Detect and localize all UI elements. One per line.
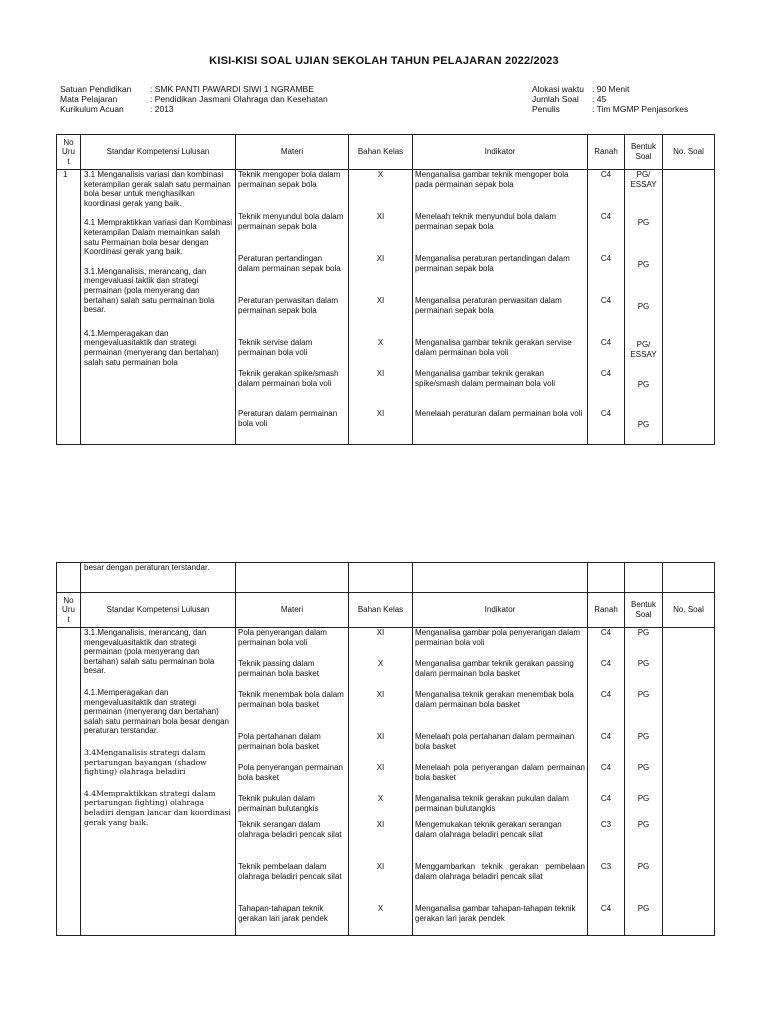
- cell-materi: [236, 628, 349, 936]
- kelas-item: XI: [376, 732, 385, 741]
- ranah-item: C4: [600, 296, 612, 305]
- bentuk-item: PG: [637, 218, 650, 227]
- table-row: [57, 628, 715, 936]
- materi-item: Tahapan-tahapan teknik gerakan lari jarak pendek: [238, 904, 328, 923]
- indikator-item: Menganalisa gambar teknik gerakan servise dalam permainan bola voli: [415, 338, 572, 357]
- bentuk-item: PG: [637, 302, 650, 311]
- materi-item: Pola pertahanan dalam permainan bola basket: [238, 732, 321, 751]
- materi-item: Teknik pukulan dalam permainan bulutangkis: [238, 794, 319, 813]
- cell-skl: [81, 170, 236, 445]
- skl-item: 3.4Menganalisis strategi dalam pertarungan bayangan (shadow fighting) olahraga beladiri: [84, 747, 207, 777]
- bentuk-item: PG: [637, 794, 650, 803]
- kelas-item: XI: [376, 369, 385, 378]
- header-nosoal: No. Soal: [663, 593, 715, 628]
- cell-skl: [81, 628, 236, 936]
- ranah-item: C4: [600, 794, 612, 803]
- ranah-item: C4: [600, 254, 612, 263]
- materi-item: Teknik servise dalam permainan bola voli: [238, 338, 313, 357]
- indikator-item: Menggambarkan teknik gerakan pembelaan dalam olahraga beladiri pencak silat: [415, 862, 585, 881]
- materi-item: Peraturan dalam permainan bola voli: [238, 409, 338, 428]
- kelas-item: XI: [376, 628, 385, 637]
- indikator-item: Menganalisa teknik gerakan menembak bola dalam permainan bola basket: [415, 690, 574, 709]
- indikator-item: Menganalisa peraturan pertandingan dalam permainan sepak bola: [415, 254, 570, 273]
- bentuk-item: PG: [637, 763, 650, 772]
- kelas-item: X: [377, 904, 384, 913]
- kelas-item: X: [377, 338, 384, 347]
- header-skl: Standar Kompetensi Lulusan: [81, 593, 236, 628]
- materi-item: Teknik menembak bola dalam permainan bola basket: [238, 690, 344, 709]
- header-no: No Uru t: [57, 135, 81, 170]
- ranah-item: C4: [600, 369, 612, 378]
- cell-bentuk: [625, 628, 663, 936]
- bentuk-item: PG: [637, 732, 650, 741]
- indikator-item: Menganalisa teknik gerakan pukulan dalam permainan bulutangkis: [415, 794, 569, 813]
- cell-bentuk: [625, 170, 663, 445]
- header-bentuk: Bentuk Soal: [625, 135, 663, 170]
- kisi-table-1: [56, 134, 715, 445]
- header-indikator: Indikator: [413, 135, 588, 170]
- cell-kelas: [349, 170, 413, 445]
- indikator-item: Mengemukakan teknik gerakan serangan dalam olahraga beladiri pencak silat: [415, 820, 562, 839]
- table-row: [57, 170, 715, 445]
- cell-kelas: [349, 628, 413, 936]
- kelas-item: X: [377, 170, 384, 179]
- cell-indikator: [413, 170, 588, 445]
- header-indikator: Indikator: [413, 593, 588, 628]
- ranah-item: C4: [600, 732, 612, 741]
- page-title: KISI-KISI SOAL UJIAN SEKOLAH TAHUN PELAJARAN 2022/2023: [209, 55, 559, 67]
- kelas-item: XI: [376, 296, 385, 305]
- bentuk-item: PG/ ESSAY: [630, 340, 657, 359]
- cell-skl-continued: besar dengan peraturan terstandar.: [81, 563, 236, 593]
- table-header-row: [57, 593, 715, 628]
- meta-key: Alokasi waktu: [532, 84, 584, 94]
- header-skl: Standar Kompetensi Lulusan: [81, 135, 236, 170]
- indikator-item: Menganalisa gambar tahapan-tahapan teknik gerakan lari jarak pendek: [415, 904, 576, 923]
- bentuk-item: PG: [637, 260, 650, 269]
- header-bentuk: Bentuk Soal: [625, 593, 663, 628]
- indikator-item: Menelaah teknik menyundul bola dalam permainan sepak bola: [415, 212, 556, 231]
- continuation-row: [57, 563, 715, 593]
- kelas-item: XI: [376, 254, 385, 263]
- bentuk-item: PG: [637, 659, 650, 668]
- materi-item: Teknik menyundul bola dalam permainan sepak bola: [238, 212, 344, 231]
- ranah-item: C4: [600, 338, 612, 347]
- skl-item: 4.4Mempraktikkan strategi dalam pertarungan fighting) olahraga beladiri dengan lancar dan koordinasi gerak yang baik.: [84, 788, 231, 827]
- meta-right: [532, 84, 688, 114]
- bentuk-item: PG: [637, 862, 650, 871]
- kelas-item: XI: [376, 763, 385, 772]
- skl-item: 3.1 Menganalisis variasi dan kombinasi keterampilan gerak salah satu permainan bola besar untuk menghasilkan koordinasi gerak yang baik.: [84, 170, 231, 208]
- skl-item: 3.1.Menganalisis, merancang, dan mengevaluasitaktik dan strategi permainan (pola menyerang dan bertahan) salah satu permainan bola besar.: [84, 628, 215, 676]
- bentuk-item: PG/ ESSAY: [630, 170, 657, 189]
- materi-item: Pola penyerangan permainan bola basket: [238, 763, 343, 782]
- bentuk-item: PG: [637, 628, 650, 637]
- indikator-item: Menganalisa gambar pola penyerangan dalam permainan bola voli: [415, 628, 580, 647]
- meta-key: Mata Pelajaran: [60, 94, 118, 104]
- bentuk-item: PG: [637, 420, 650, 429]
- indikator-item: Menganalisa peraturan perwasitan dalam permainan sepak bola: [415, 296, 562, 315]
- meta-value: : 45: [592, 94, 607, 104]
- indikator-item: Menganalisa gambar teknik mengoper bola pada permainan sepak bola: [415, 170, 569, 189]
- materi-item: Teknik mengoper bola dalam permainan sepak bola: [238, 170, 341, 189]
- indikator-item: Menelaah pola pertahanan dalam permainan bola basket: [415, 732, 575, 751]
- kelas-item: XI: [376, 409, 385, 418]
- bentuk-item: PG: [637, 904, 650, 913]
- meta-key: Jumlah Soal: [532, 94, 579, 104]
- skl-item: 3.1.Menganalisis, merancang, dan mengevaluasi taktik dan strategi permainan (pola menyerang dan bertahan) salah satu permainan bola besar.: [84, 266, 215, 315]
- cell-nosoal: [663, 628, 715, 936]
- materi-item: Teknik passing dalam permainan bola basket: [238, 659, 319, 678]
- header-ranah: Ranah: [588, 135, 625, 170]
- kelas-item: X: [377, 659, 384, 668]
- skl-item: 4.1.Memperagakan dan mengevaluasitaktik dan strategi permainan (menyerang dan bertahan) salah satu permainan bola: [84, 328, 219, 367]
- ranah-item: C4: [600, 170, 612, 179]
- indikator-item: Menganalisa gambar teknik gerakan spike/smash dalam permainan bola voli: [415, 369, 556, 388]
- header-nosoal: No. Soal: [663, 135, 715, 170]
- meta-value: : 2013: [150, 104, 174, 114]
- indikator-item: Menelaah peraturan dalam permainan bola voli: [415, 409, 583, 418]
- header-materi: Materi: [236, 135, 349, 170]
- materi-item: Peraturan pertandingan dalam permainan sepak bola: [238, 254, 341, 273]
- materi-item: Teknik gerakan spike/smash dalam permainan bola voli: [238, 369, 339, 388]
- header-kelas: Bahan Kelas: [349, 135, 413, 170]
- header-no: No Uru t: [57, 593, 81, 628]
- meta-value: : SMK PANTI PAWARDI SIWI 1 NGRAMBE: [150, 84, 314, 94]
- ranah-item: C4: [600, 409, 612, 418]
- materi-item: Peraturan perwasitan dalam permainan sepak bola: [238, 296, 339, 315]
- ranah-item: C4: [600, 763, 612, 772]
- bentuk-item: PG: [637, 380, 650, 389]
- header-ranah: Ranah: [588, 593, 625, 628]
- kelas-item: XI: [376, 690, 385, 699]
- meta-value: : Tim MGMP Penjasorkes: [592, 104, 689, 114]
- materi-item: Teknik serangan dalam olahraga beladiri pencak silat: [238, 820, 342, 839]
- ranah-item: C4: [600, 659, 612, 668]
- meta-key: Satuan Pendidikan: [60, 84, 132, 94]
- ranah-item: C4: [600, 628, 612, 637]
- kelas-item: X: [377, 794, 384, 803]
- bentuk-item: PG: [637, 820, 650, 829]
- meta-key: Penulis: [532, 104, 560, 114]
- cell-materi: [236, 170, 349, 445]
- ranah-item: C4: [600, 690, 612, 699]
- header-kelas: Bahan Kelas: [349, 593, 413, 628]
- kisi-table-2: [56, 562, 715, 936]
- kelas-item: XI: [376, 820, 385, 829]
- cell-ranah: [588, 170, 625, 445]
- meta-value: : Pendidikan Jasmani Olahraga dan Kesehatan: [150, 94, 328, 104]
- cell-no: [57, 628, 81, 936]
- materi-item: Teknik pembelaan dalam olahraga beladiri pencak silat: [238, 862, 342, 881]
- skl-item: 4.1.Memperagakan dan mengevaluasitaktik dan strategi permainan (menyerang dan bertahan) salah satu permainan bola besar dengan peraturan terstandar.: [84, 687, 229, 736]
- table-header-row: [57, 135, 715, 170]
- kelas-item: XI: [376, 212, 385, 221]
- ranah-item: C4: [600, 212, 612, 221]
- ranah-item: C4: [600, 904, 612, 913]
- ranah-item: C3: [600, 820, 612, 829]
- kelas-item: XI: [376, 862, 385, 871]
- materi-item: Pola penyerangan dalam permainan bola voli: [238, 628, 327, 647]
- meta-value: : 90 Menit: [592, 84, 630, 94]
- meta-left: [60, 84, 328, 114]
- skl-item: 4.1 Mempraktikkan variasi dan Kombinasi keterampilan Dalam memainkan salah satu Permainan bola besar dengan Koordinasi gerak yang baik.: [84, 218, 233, 257]
- cell-indikator: [413, 628, 588, 936]
- cell-no: 1: [57, 170, 81, 445]
- indikator-item: Menelaah pola penyerangan dalam permainan bola basket: [415, 763, 585, 782]
- bentuk-item: PG: [637, 690, 650, 699]
- ranah-item: C3: [600, 862, 612, 871]
- header-materi: Materi: [236, 593, 349, 628]
- cell-ranah: [588, 628, 625, 936]
- cell-nosoal: [663, 170, 715, 445]
- indikator-item: Menganalisa gambar teknik gerakan passing dalam permainan bola basket: [415, 659, 574, 678]
- meta-key: Kurikulum Acuan: [60, 104, 124, 114]
